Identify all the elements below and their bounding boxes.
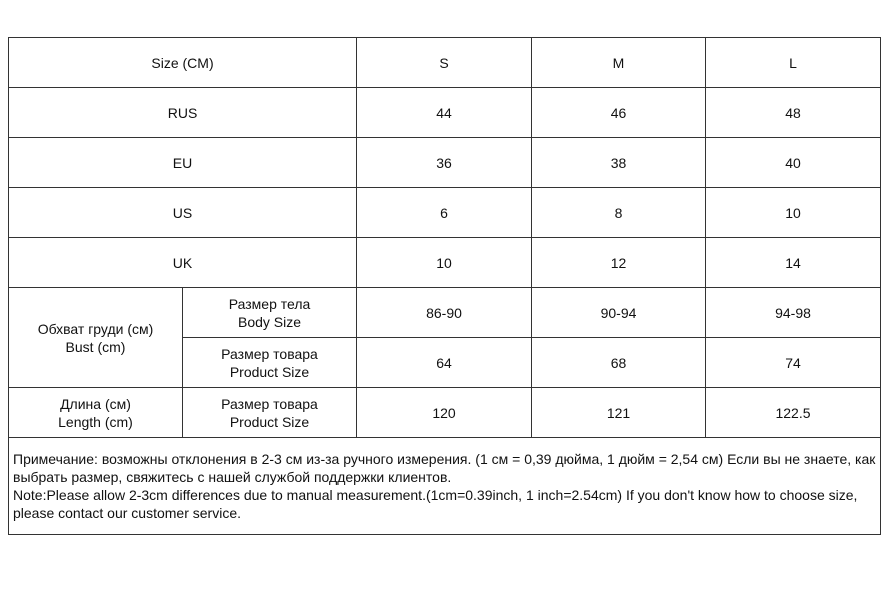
table-cell: 44 (357, 88, 532, 138)
sublabel-ru: Размер товара (221, 345, 318, 362)
header-size-label: Size (CM) (9, 38, 357, 88)
bust-body-sublabel (183, 288, 357, 338)
table-cell: 6 (357, 188, 532, 238)
bust-label-en: Bust (cm) (65, 338, 126, 355)
table-cell: 94-98 (706, 288, 881, 338)
header-size-m: M (532, 38, 706, 88)
table-cell: 48 (706, 88, 881, 138)
length-sublabel (183, 388, 357, 438)
note-cell (9, 438, 881, 535)
header-size-s: S (357, 38, 532, 88)
sublabel-en: Product Size (229, 413, 310, 430)
row-label: US (9, 188, 357, 238)
sublabel-en: Product Size (229, 363, 310, 380)
table-cell: 121 (532, 388, 706, 438)
note-en: Note:Please allow 2-3cm differences due to manual measurement.(1cm=0.39inch, 1 inch=2.54cm) If you don't know how to choose size, please contact our customer service. (13, 487, 858, 521)
header-row (9, 38, 881, 88)
table-cell: 14 (706, 238, 881, 288)
table-cell: 10 (706, 188, 881, 238)
table-cell: 120 (357, 388, 532, 438)
length-row (9, 388, 881, 438)
table-cell: 74 (706, 338, 881, 388)
bust-label (9, 288, 183, 388)
table-cell: 90-94 (532, 288, 706, 338)
table-cell: 122.5 (706, 388, 881, 438)
note-ru: Примечание: возможны отклонения в 2-3 см из-за ручного измерения. (1 см = 0,39 дюйма, 1 дюйм = 2,54 см) Если вы не знаете, как выбрать размер, свяжитесь с нашей службой поддержки клиентов. (13, 451, 876, 485)
note-row (9, 438, 881, 535)
table-row (9, 238, 881, 288)
table-cell: 12 (532, 238, 706, 288)
table-cell: 10 (357, 238, 532, 288)
table-cell: 68 (532, 338, 706, 388)
table-cell: 40 (706, 138, 881, 188)
row-label: EU (9, 138, 357, 188)
table-cell: 36 (357, 138, 532, 188)
table-row (9, 188, 881, 238)
header-size-l: L (706, 38, 881, 88)
sublabel-ru: Размер тела (228, 295, 311, 312)
row-label: UK (9, 238, 357, 288)
bust-body-row (9, 288, 881, 338)
table-cell: 46 (532, 88, 706, 138)
length-label-en: Length (cm) (58, 413, 133, 430)
length-label (9, 388, 183, 438)
table-cell: 64 (357, 338, 532, 388)
size-chart-table (8, 37, 881, 535)
table-cell: 8 (532, 188, 706, 238)
table-cell: 86-90 (357, 288, 532, 338)
sublabel-en: Body Size (237, 313, 302, 330)
table-row (9, 138, 881, 188)
table-row (9, 88, 881, 138)
bust-product-sublabel (183, 338, 357, 388)
table-cell: 38 (532, 138, 706, 188)
row-label: RUS (9, 88, 357, 138)
length-label-ru: Длина (см) (60, 395, 131, 412)
sublabel-ru: Размер товара (221, 395, 318, 412)
bust-label-ru: Обхват груди (см) (37, 320, 154, 337)
